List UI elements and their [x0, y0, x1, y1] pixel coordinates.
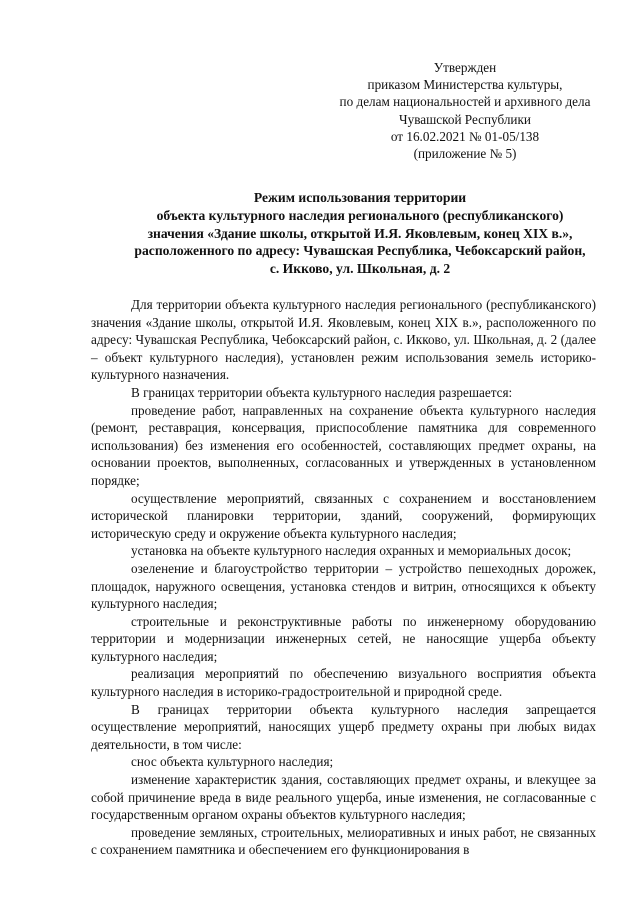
title-line: расположенного по адресу: Чувашская Республика, Чебоксарский район,: [134, 243, 586, 259]
paragraph-permitted-item: строительные и реконструктивные работы по инженерному оборудованию территории и модернизации инженерных сетей, не наносящие ущерба объекту культурного наследия;: [91, 613, 596, 664]
document-title: [70, 189, 640, 278]
approval-line: от 16.02.2021 № 01-05/138: [390, 128, 540, 144]
approval-stamp: [300, 59, 630, 162]
title-line: объекта культурного наследия регионального (республиканского): [156, 207, 564, 223]
paragraph-prohibited-item: снос объекта культурного наследия;: [131, 754, 334, 770]
paragraph-permitted-item: проведение работ, направленных на сохранение объекта культурного наследия (ремонт, реставрация, консервация, приспособление памятника для современного использования) без изменения его особенностей, составляющих предмет охраны, на основании проектов, выполненных, согласованных и утвержденных в установленном порядке;: [91, 402, 596, 488]
paragraph-intro: Для территории объекта культурного наследия регионального (республиканского) значения «Здание школы, открытой И.Я. Яковлевым, конец XIX в.», расположенного по адресу: Чувашская Республика, Чебоксарский район, с. Икково, ул. Школьная, д. 2 (далее – объект культурного наследия), установлен режим использования земель историко-культурного назначения.: [91, 297, 596, 383]
approval-line: по делам национальностей и архивного дела: [339, 94, 591, 110]
paragraph-prohibited-item: проведение земляных, строительных, мелиоративных и иных работ, не связанных с сохранением памятника и обеспечением его функционирования в: [91, 824, 596, 858]
title-line: значения «Здание школы, открытой И.Я. Яковлевым, конец XIX в.»,: [147, 225, 573, 241]
paragraph-permitted-item: осуществление мероприятий, связанных с сохранением и восстановлением исторической планировки территории, зданий, сооружений, формирующих историческую среду и окружение объекта культурного наследия;: [91, 490, 596, 541]
paragraph-permitted-item: установка на объекте культурного наследия охранных и мемориальных досок;: [131, 543, 572, 559]
paragraph-permitted-item: озеленение и благоустройство территории – устройство пешеходных дорожек, площадок, наружного освещения, установка стендов и витрин, относящихся к объекту культурного наследия;: [91, 560, 596, 612]
approval-line: Чувашской Республики: [399, 111, 531, 127]
title-line: Режим использования территории: [253, 190, 467, 205]
paragraph-prohibited-heading: В границах территории объекта культурного наследия запрещается осуществление мероприятий, наносящих ущерб предмету охраны при любых видах деятельности, в том числе:: [91, 701, 596, 752]
title-line: с. Икково, ул. Школьная, д. 2: [269, 261, 451, 277]
approval-line: (приложение № 5): [413, 146, 517, 162]
paragraph-permitted-heading: В границах территории объекта культурного наследия разрешается:: [131, 384, 513, 400]
approval-line: приказом Министерства культуры,: [367, 77, 563, 93]
approval-line: Утвержден: [433, 60, 497, 75]
paragraph-permitted-item: реализация мероприятий по обеспечению визуального восприятия объекта культурного наследия в историко-градостроительной и природной среде.: [91, 666, 596, 700]
document-body: [91, 296, 596, 859]
paragraph-prohibited-item: изменение характеристик здания, составляющих предмет охраны, и влекущее за собой причинение вреда в виде реального ущерба, иные изменения, не согласованные с государственным органом охраны объектов культурного наследия;: [91, 772, 596, 823]
